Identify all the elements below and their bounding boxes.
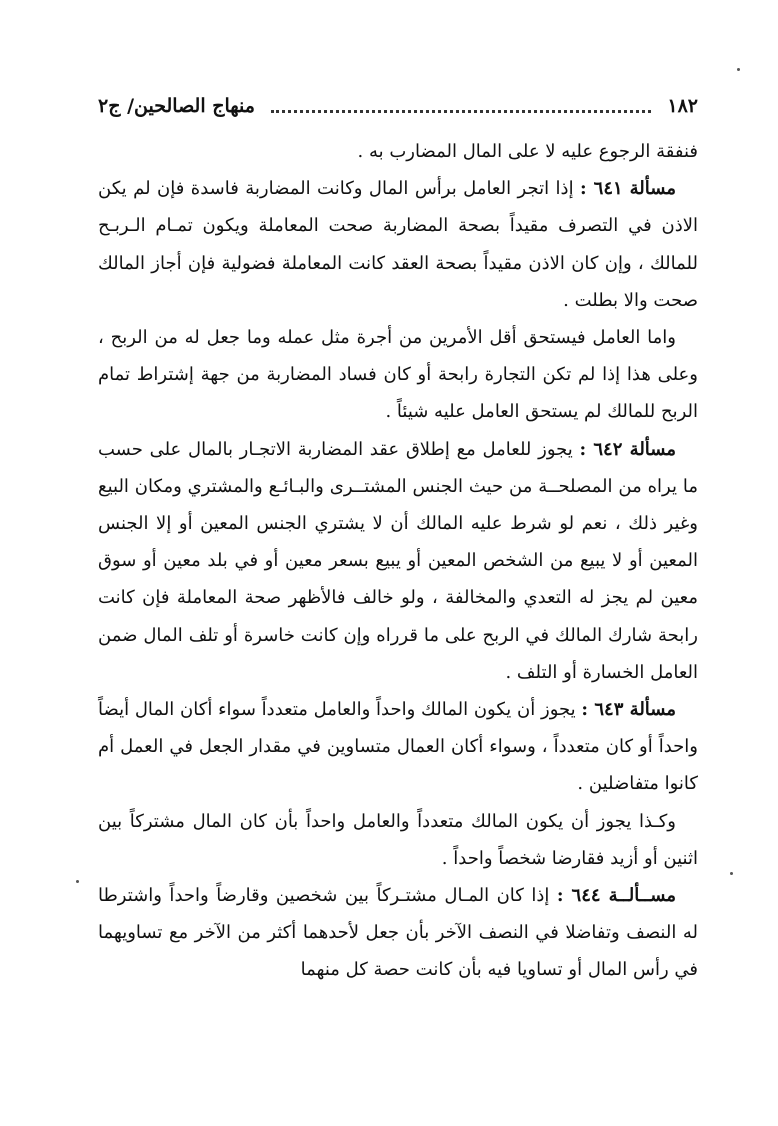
- issue-643: [98, 691, 698, 803]
- paragraph-text: يجوز للعامل مع إطلاق عقد المضاربة الاتجـار بالمال على حسب ما يراه من المصلحــة من حيث الجنس المشتــرى والبـائـع والمشتري ومكان البيع وغير ذلك ، نعم لو شرط عليه المالك أن لا يشتري الجنس المعين أو إلا الجنس المعين أو لا يبيع من الشخص المعين أو يبيع بسعر معين أو في بلد معين أو سوق معين لم يجز له التعدي والمخالفة ، ولو خالف فالأظهر صحة المعاملة فإن كانت رابحة شارك المالك في الربح على ما قرراه وإن كانت خاسرة أو تلف المال ضمن العامل الخسارة أو التلف .: [98, 438, 698, 683]
- running-header: [98, 90, 698, 122]
- header-dot-leader: [271, 100, 651, 113]
- paragraph-worker-entitlement: [98, 319, 698, 431]
- issue-heading: مسألة ٦٤٣ :: [581, 699, 676, 721]
- scan-speck: [76, 880, 79, 883]
- page-number: ١٨٢: [667, 95, 698, 117]
- paragraph-multiple-owners: [98, 803, 698, 877]
- paragraph-text: فنفقة الرجوع عليه لا على المال المضارب به .: [357, 141, 698, 162]
- issue-heading: مسألة ٦٤٢ :: [579, 438, 676, 460]
- paragraph-text: إذا اتجر العامل برأس المال وكانت المضاربة فاسدة فإن لم يكن الاذن في التصرف مقيداً بصحة المضاربة صحت المعاملة ويكون تمـام الـربـح للمالك ، وإن كان الاذن مقيداً بصحة العقد كانت المعاملة فضولية فإن أجاز المالك صحت والا بطلت .: [98, 178, 698, 311]
- issue-642: [98, 431, 698, 691]
- scan-speck: [737, 68, 740, 71]
- issue-heading: مســألــة ٦٤٤ :: [556, 885, 676, 907]
- body-text: [98, 133, 698, 989]
- issue-644: [98, 877, 698, 989]
- book-title: منهاج الصالحين/ ج٢: [98, 95, 255, 117]
- paragraph-continuation: [98, 133, 698, 170]
- paragraph-text: إذا كان المـال مشتـركاً بين شخصين وقارضاً واحداً واشترطا له النصف وتفاضلا في النصف الآخر بأن جعل لأحدهما أكثر من الآخر مع تساويهما في رأس المال أو تساويا فيه بأن كانت حصة كل منهما: [98, 885, 698, 981]
- paragraph-text: واما العامل فيستحق أقل الأمرين من أجرة مثل عمله وما جعل له من الربح ، وعلى هذا إذا لم تكن التجارة رابحة أو كان فساد المضاربة من جهة إشتراط تمام الربح للمالك لم يستحق العامل عليه شيئاً .: [98, 327, 698, 423]
- scan-speck: [730, 872, 733, 875]
- issue-641: [98, 170, 698, 319]
- issue-heading: مسألة ٦٤١ :: [580, 178, 676, 200]
- paragraph-text: يجوز أن يكون المالك واحداً والعامل متعدداً سواء أكان المال أيضاً واحداً أو كان متعدداً ، وسواء أكان العمال متساوين في مقدار الجعل في العمل أم كانوا متفاضلين .: [98, 699, 698, 795]
- paragraph-text: وكـذا يجوز أن يكون المالك متعدداً والعامل واحداً بأن كان المال مشتركاً بين اثنين أو أزيد فقارضا شخصاً واحداً .: [98, 810, 698, 869]
